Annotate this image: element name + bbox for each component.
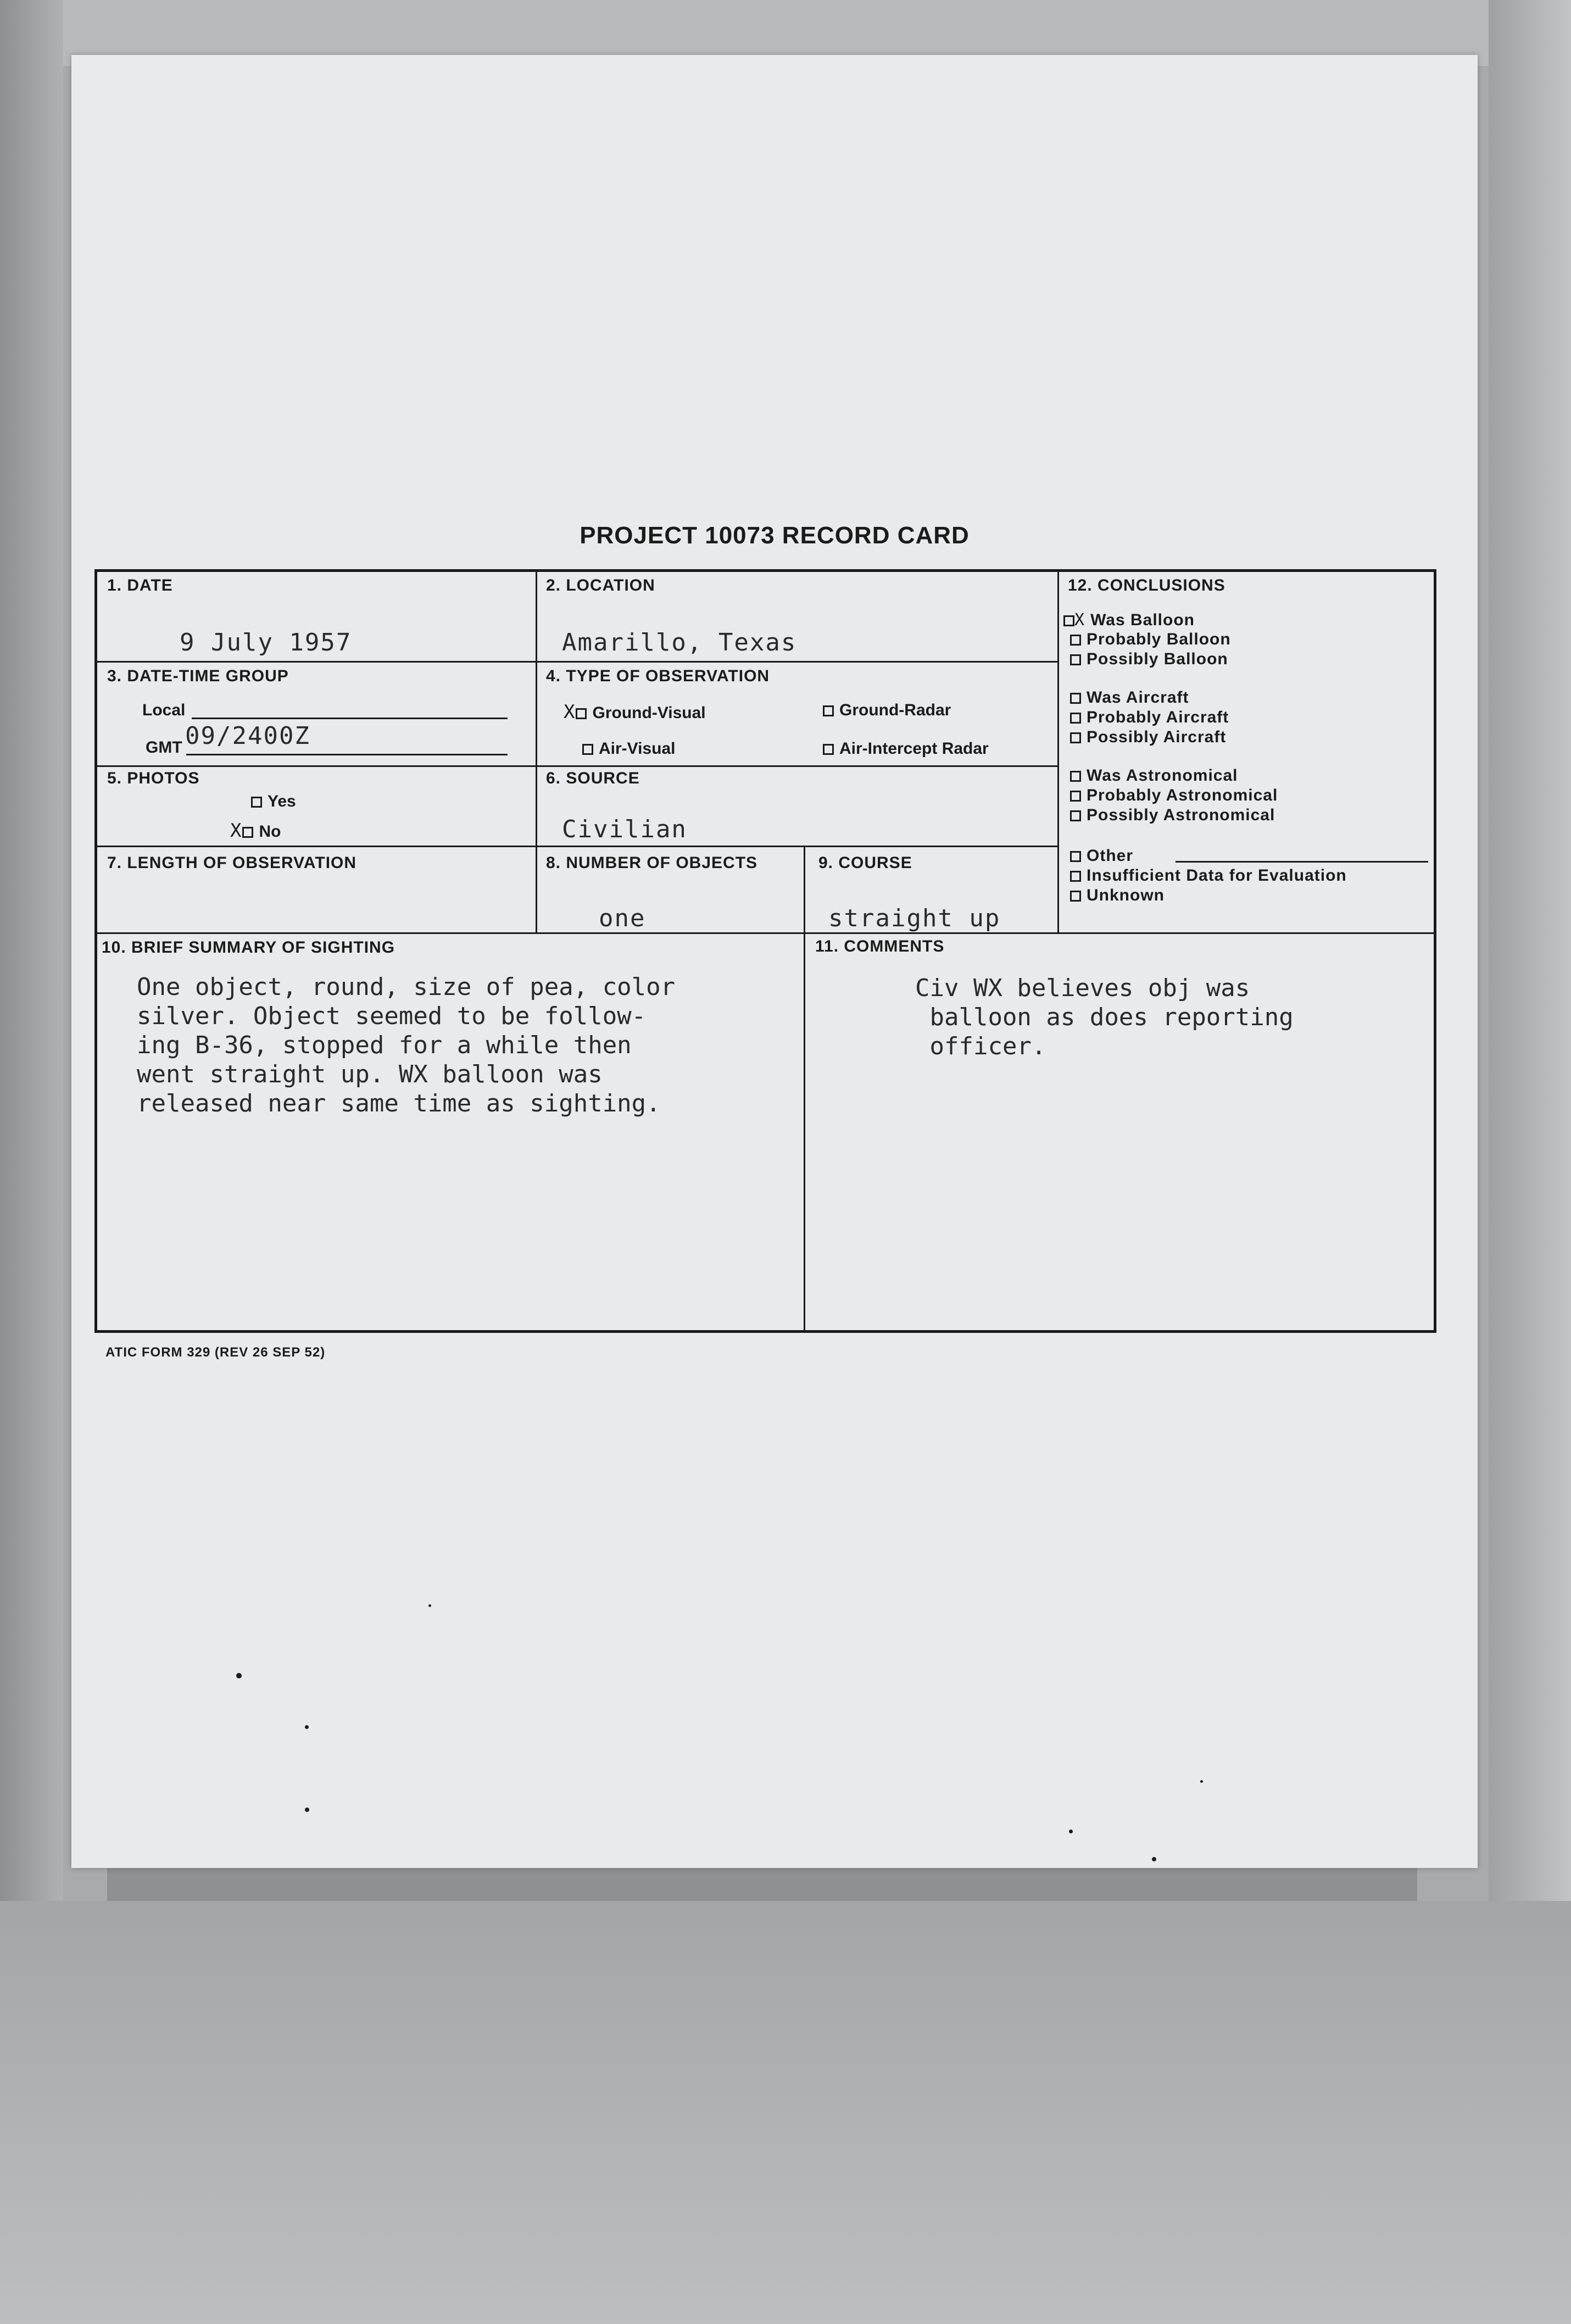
checkbox-icon [823,705,834,716]
gmt-value: 09/2400Z [185,722,310,750]
local-value-line [192,703,508,719]
record-card-form [94,569,1436,1333]
conclusions-label: 12. CONCLUSIONS [1068,576,1225,594]
datetime-group-label: 3. DATE-TIME GROUP [107,667,289,685]
conclusion-other[interactable]: Other [1070,847,1133,865]
photos-label: 5. PHOTOS [107,769,200,787]
date-cell [97,572,536,661]
dust-speck [305,1808,309,1812]
dust-speck [1069,1830,1073,1833]
checkbox-icon [1070,851,1081,862]
length-of-observation-label: 7. LENGTH OF OBSERVATION [107,854,357,872]
paper-shadow [107,1868,1417,1901]
summary-line-4: went straight up. WX balloon was [137,1060,603,1088]
conclusion-possibly-astronomical[interactable]: Possibly Astronomical [1070,806,1275,825]
location-label: 2. LOCATION [546,576,655,594]
option-photos-no[interactable]: X No [230,820,281,842]
conclusion-was-balloon[interactable]: X Was Balloon [1063,610,1195,630]
dust-speck [1152,1857,1156,1861]
conclusion-was-astronomical[interactable]: Was Astronomical [1070,766,1238,785]
backdrop-bottom [0,1901,1571,2324]
dust-speck [236,1673,242,1678]
gmt-label: GMT [146,738,182,757]
card-title: PROJECT 10073 RECORD CARD [580,522,970,549]
summary-line-1: One object, round, size of pea, color [137,973,676,1001]
checkbox-icon [1070,810,1081,821]
number-of-objects-label: 8. NUMBER OF OBJECTS [546,854,758,872]
checkbox-icon [582,744,593,755]
datetime-group-cell [97,661,536,767]
summary-cell [97,932,804,1332]
checkbox-icon [1070,635,1081,646]
checkbox-icon [1070,693,1081,704]
conclusion-was-aircraft[interactable]: Was Aircraft [1070,688,1189,707]
option-photos-yes[interactable]: Yes [251,792,296,811]
course-cell [804,846,1059,934]
source-value: Civilian [562,815,687,843]
summary-line-3: ing B-36, stopped for a while then [137,1031,632,1059]
summary-label: 10. BRIEF SUMMARY OF SIGHTING [102,938,395,957]
other-fill-line [1176,847,1428,863]
checkbox-icon [1070,871,1081,882]
comments-cell [804,932,1435,1332]
source-cell [536,765,1059,847]
dust-speck [428,1604,431,1607]
source-label: 6. SOURCE [546,769,640,787]
checkbox-icon [576,708,587,719]
check-x-mark: X [1074,610,1085,630]
form-footer: ATIC FORM 329 (REV 26 SEP 52) [105,1345,326,1360]
dust-speck [305,1725,309,1729]
checkbox-icon [823,744,834,755]
date-value: 9 July 1957 [180,629,352,657]
conclusion-unknown[interactable]: Unknown [1070,886,1165,905]
checkbox-icon [1070,891,1081,902]
observation-type-cell [536,661,1059,767]
checkbox-icon [1070,732,1081,743]
conclusion-possibly-balloon[interactable]: Possibly Balloon [1070,650,1228,669]
location-cell [536,572,1059,661]
summary-line-2: silver. Object seemed to be follow- [137,1002,647,1030]
comments-line-3: officer. [915,1032,1046,1060]
date-label: 1. DATE [107,576,173,594]
option-ground-radar[interactable]: Ground-Radar [823,701,951,720]
conclusions-cell [1057,572,1435,932]
comments-line-2: balloon as does reporting [915,1003,1294,1031]
length-of-observation-cell [97,846,536,934]
check-x-mark: X [564,701,575,723]
photos-cell [97,765,536,847]
checkbox-icon [1063,615,1074,626]
record-card-paper [71,55,1478,1868]
comments-label: 11. COMMENTS [815,937,945,955]
number-of-objects-cell [536,846,805,934]
conclusion-probably-aircraft[interactable]: Probably Aircraft [1070,708,1229,727]
location-value: Amarillo, Texas [562,629,797,657]
checkbox-icon [1070,771,1081,782]
summary-line-5: released near same time as sighting. [137,1089,661,1117]
conclusion-probably-astronomical[interactable]: Probably Astronomical [1070,786,1278,805]
option-ground-visual[interactable]: X Ground-Visual [564,701,706,723]
local-label: Local [142,701,186,719]
checkbox-icon [1070,654,1081,665]
dust-speck [1200,1780,1203,1783]
check-x-mark: X [230,820,242,842]
option-air-intercept-radar[interactable]: Air-Intercept Radar [823,740,989,758]
course-value: straight up [828,904,1001,932]
comments-line-1: Civ WX believes obj was [915,974,1250,1002]
course-label: 9. COURSE [818,854,912,872]
conclusion-possibly-aircraft[interactable]: Possibly Aircraft [1070,728,1226,747]
checkbox-icon [251,797,262,808]
observation-type-label: 4. TYPE OF OBSERVATION [546,667,770,685]
conclusion-insufficient-data[interactable]: Insufficient Data for Evaluation [1070,866,1347,885]
checkbox-icon [1070,791,1081,802]
checkbox-icon [1070,713,1081,724]
option-air-visual[interactable]: Air-Visual [582,740,676,758]
checkbox-icon [242,827,253,838]
number-of-objects-value: one [599,904,646,932]
conclusion-probably-balloon[interactable]: Probably Balloon [1070,630,1231,649]
